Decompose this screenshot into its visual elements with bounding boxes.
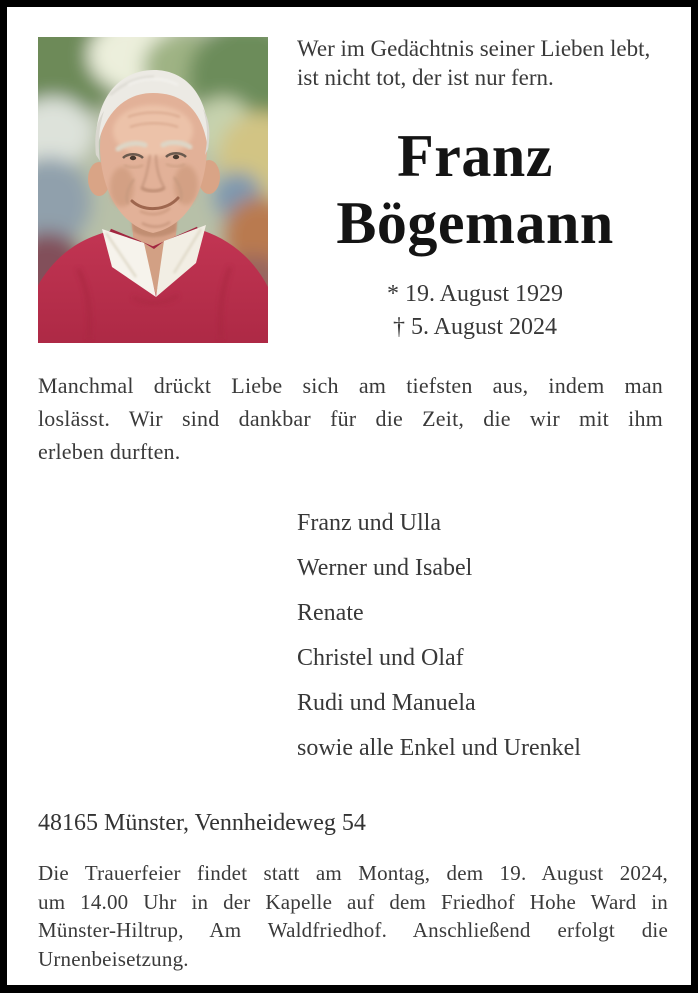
mourner-line: Franz und Ulla — [297, 510, 441, 536]
funeral-line: Die Trauerfeier findet statt am Montag, dem 19. August 2024, — [38, 861, 668, 885]
mourner-line: Renate — [297, 600, 364, 626]
epigraph — [297, 34, 677, 92]
deceased-name — [280, 123, 670, 257]
funeral-line: Urnenbeisetzung. — [38, 946, 189, 971]
portrait-photo — [38, 37, 268, 343]
funeral-line: um 14.00 Uhr in der Kapelle auf dem Friedhof Hohe Ward in — [38, 889, 668, 914]
mourner-line: sowie alle Enkel und Urenkel — [297, 735, 581, 761]
life-dates — [280, 278, 670, 344]
epigraph-line: Wer im Gedächtnis seiner Lieben lebt, — [297, 36, 651, 61]
mourner-line: Rudi und Manuela — [297, 690, 476, 716]
portrait-illustration — [38, 37, 268, 343]
address-line: 48165 Münster, Vennheideweg 54 — [38, 810, 366, 836]
birth-date: * 19. August 1929 — [386, 281, 563, 307]
mourner-line: Werner und Isabel — [297, 555, 473, 581]
deceased-last-name: Bögemann — [336, 190, 614, 256]
epigraph-line: ist nicht tot, der ist nur fern. — [297, 65, 554, 90]
funeral-details — [38, 859, 668, 973]
mourners-list — [297, 501, 677, 771]
mourner-line: Christel und Olaf — [297, 645, 464, 671]
deceased-first-name: Franz — [397, 123, 553, 189]
farewell-line: Manchmal drückt Liebe sich am tiefsten aus, indem man — [38, 373, 663, 398]
farewell-line: loslässt. Wir sind dankbar für die Zeit, die wir mit ihm — [38, 406, 663, 431]
funeral-line: Münster-Hiltrup, Am Waldfriedhof. Anschließend erfolgt die — [38, 918, 668, 942]
farewell-message — [38, 369, 663, 468]
farewell-line: erleben durften. — [38, 439, 181, 464]
death-date: † 5. August 2024 — [392, 314, 557, 340]
